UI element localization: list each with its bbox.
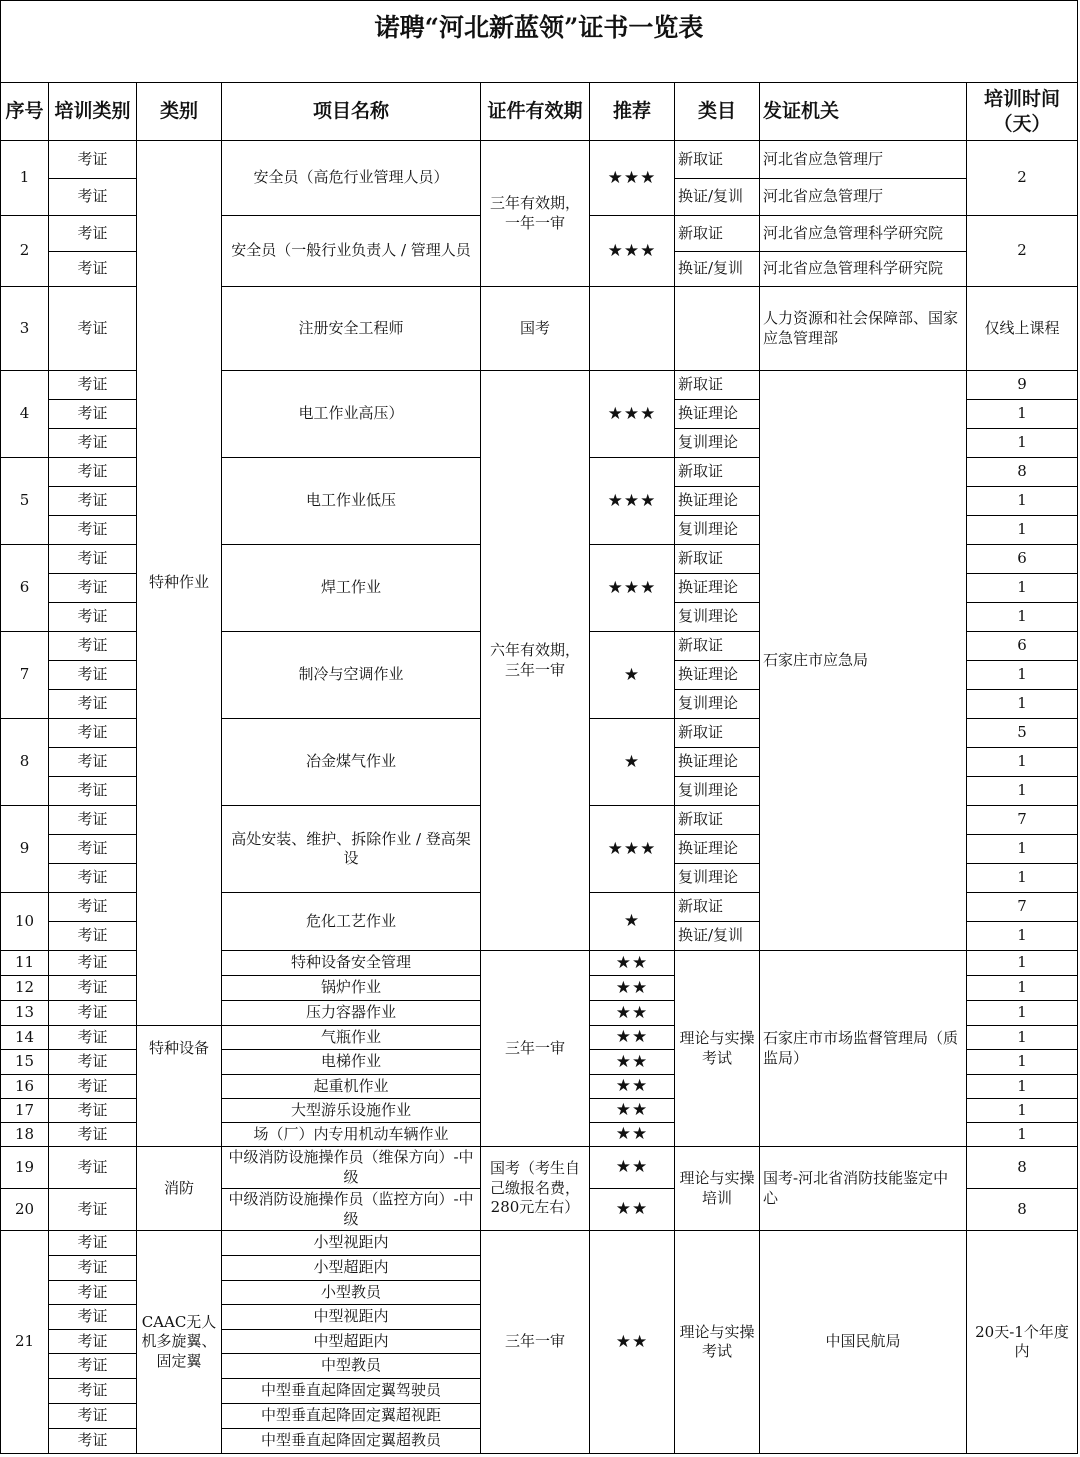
cell-project-name: 冶金煤气作业 xyxy=(222,719,481,806)
recommend-stars: ★★★ xyxy=(590,458,675,545)
cell-item-type: 复训理论 xyxy=(675,516,760,545)
cell-seq: 4 xyxy=(0,371,49,458)
cell-training-type: 考证 xyxy=(49,574,137,603)
cell-item-type: 复训理论 xyxy=(675,777,760,806)
cell-training-days: 20天-1个年度内 xyxy=(967,1231,1078,1454)
cell-training-type: 考证 xyxy=(49,141,137,179)
cell-issuer: 河北省应急管理科学研究院 xyxy=(760,216,967,252)
cell-issuer: 河北省应急管理厅 xyxy=(760,141,967,179)
cell-project-name: 中型教员 xyxy=(222,1354,481,1379)
cell-training-type: 考证 xyxy=(49,1231,137,1256)
cell-training-type: 考证 xyxy=(49,1123,137,1147)
cell-project-name: 电工作业高压） xyxy=(222,371,481,458)
cell-item-type: 新取证 xyxy=(675,141,760,179)
cell-item-type: 复训理论 xyxy=(675,429,760,458)
header-training-type: 培训类别 xyxy=(49,82,137,141)
cell-seq: 19 xyxy=(0,1147,49,1189)
cell-training-type: 考证 xyxy=(49,516,137,545)
cell-category: CAAC无人机多旋翼、固定翼 xyxy=(137,1231,222,1454)
cell-project-name: 中级消防设施操作员（监控方向）-中级 xyxy=(222,1189,481,1231)
cell-training-type: 考证 xyxy=(49,179,137,216)
cell-item-type: 理论与实操考试 xyxy=(675,951,760,1147)
cell-training-type: 考证 xyxy=(49,632,137,661)
cell-validity: 三年一审 xyxy=(481,1231,590,1454)
cell-training-type: 考证 xyxy=(49,1026,137,1050)
cell-item-type: 新取证 xyxy=(675,893,760,922)
cell-item-type: 新取证 xyxy=(675,806,760,835)
cell-project-name: 压力容器作业 xyxy=(222,1001,481,1026)
cell-issuer: 河北省应急管理科学研究院 xyxy=(760,252,967,287)
cell-validity: 三年一审 xyxy=(481,951,590,1147)
header-category: 类别 xyxy=(137,82,222,141)
recommend-stars: ★★★ xyxy=(590,371,675,458)
cell-training-type: 考证 xyxy=(49,429,137,458)
cell-issuer: 国考-河北省消防技能鉴定中心 xyxy=(760,1147,967,1231)
recommend-stars: ★ xyxy=(590,719,675,806)
cell-project-name: 焊工作业 xyxy=(222,545,481,632)
recommend-stars: ★★ xyxy=(590,1189,675,1231)
cell-training-type: 考证 xyxy=(49,806,137,835)
cell-training-days: 9 xyxy=(967,371,1078,400)
cell-training-type: 考证 xyxy=(49,371,137,400)
cell-training-type: 考证 xyxy=(49,690,137,719)
cell-project-name: 中级消防设施操作员（维保方向）-中级 xyxy=(222,1147,481,1189)
recommend-stars: ★★★ xyxy=(590,806,675,893)
recommend-stars: ★★ xyxy=(590,1075,675,1099)
cell-project-name: 电工作业低压 xyxy=(222,458,481,545)
cell-training-days: 1 xyxy=(967,487,1078,516)
cell-item-type: 理论与实操培训 xyxy=(675,1147,760,1231)
cell-training-days: 1 xyxy=(967,835,1078,864)
cell-training-type: 考证 xyxy=(49,1256,137,1281)
recommend-stars: ★★★ xyxy=(590,545,675,632)
cell-training-type: 考证 xyxy=(49,1189,137,1231)
cell-seq: 11 xyxy=(0,951,49,976)
cell-item-type: 新取证 xyxy=(675,458,760,487)
header-item-type: 类目 xyxy=(675,82,760,141)
cell-project-name: 安全员（一般行业负责人 / 管理人员 xyxy=(222,216,481,287)
cell-item-type: 换证理论 xyxy=(675,748,760,777)
cell-training-days: 2 xyxy=(967,141,1078,216)
cell-item-type: 新取证 xyxy=(675,371,760,400)
cell-training-type: 考证 xyxy=(49,864,137,893)
recommend-stars: ★★ xyxy=(590,1001,675,1026)
recommend-stars: ★★ xyxy=(590,1099,675,1123)
cell-item-type: 复训理论 xyxy=(675,603,760,632)
cell-seq: 15 xyxy=(0,1050,49,1075)
recommend-stars: ★ xyxy=(590,632,675,719)
cell-training-days: 1 xyxy=(967,603,1078,632)
header-issuer: 发证机关 xyxy=(760,82,967,141)
cell-seq: 16 xyxy=(0,1075,49,1099)
cell-project-name: 安全员（高危行业管理人员） xyxy=(222,141,481,216)
cell-training-type: 考证 xyxy=(49,661,137,690)
cell-training-days: 1 xyxy=(967,690,1078,719)
cell-project-name: 注册安全工程师 xyxy=(222,287,481,371)
cell-training-type: 考证 xyxy=(49,951,137,976)
cell-validity: 三年有效期，一年一审 xyxy=(481,141,590,287)
header-project-name: 项目名称 xyxy=(222,82,481,141)
recommend-stars: ★★ xyxy=(590,1026,675,1050)
cell-training-type: 考证 xyxy=(49,1305,137,1330)
cell-issuer: 人力资源和社会保障部、国家应急管理部 xyxy=(760,287,967,371)
cell-training-days: 1 xyxy=(967,748,1078,777)
cell-project-name: 起重机作业 xyxy=(222,1075,481,1099)
cell-training-type: 考证 xyxy=(49,252,137,287)
cell-project-name: 小型视距内 xyxy=(222,1231,481,1256)
cell-category: 消防 xyxy=(137,1147,222,1231)
cell-training-type: 考证 xyxy=(49,719,137,748)
cell-item-type: 新取证 xyxy=(675,632,760,661)
cell-training-days: 1 xyxy=(967,864,1078,893)
cell-item-type: 新取证 xyxy=(675,545,760,574)
cell-training-days: 1 xyxy=(967,1026,1078,1050)
cell-project-name: 中型垂直起降固定翼超教员 xyxy=(222,1429,481,1454)
recommend-stars: ★★ xyxy=(590,976,675,1001)
cell-training-days: 8 xyxy=(967,458,1078,487)
cell-item-type: 换证理论 xyxy=(675,400,760,429)
cell-item-type: 新取证 xyxy=(675,719,760,748)
cell-training-type: 考证 xyxy=(49,748,137,777)
cell-training-type: 考证 xyxy=(49,487,137,516)
cell-training-type: 考证 xyxy=(49,777,137,806)
cell-issuer: 中国民航局 xyxy=(760,1231,967,1454)
cell-project-name: 高处安装、维护、拆除作业 / 登高架设 xyxy=(222,806,481,893)
cell-item-type: 新取证 xyxy=(675,216,760,252)
cell-item-type: 换证理论 xyxy=(675,487,760,516)
cell-training-days: 1 xyxy=(967,1075,1078,1099)
cell-seq: 20 xyxy=(0,1189,49,1231)
cell-training-type: 考证 xyxy=(49,1429,137,1454)
cell-training-type: 考证 xyxy=(49,1147,137,1189)
cell-project-name: 大型游乐设施作业 xyxy=(222,1099,481,1123)
cell-project-name: 危化工艺作业 xyxy=(222,893,481,951)
cell-training-days: 1 xyxy=(967,516,1078,545)
cell-project-name: 中型垂直起降固定翼驾驶员 xyxy=(222,1379,481,1404)
cell-training-type: 考证 xyxy=(49,1379,137,1404)
cell-seq: 14 xyxy=(0,1026,49,1050)
cell-project-name: 电梯作业 xyxy=(222,1050,481,1075)
cell-validity: 国考 xyxy=(481,287,590,371)
cell-item-type: 换证理论 xyxy=(675,574,760,603)
cell-project-name: 中型垂直起降固定翼超视距 xyxy=(222,1404,481,1429)
cell-training-days: 1 xyxy=(967,1123,1078,1147)
cell-project-name: 气瓶作业 xyxy=(222,1026,481,1050)
cell-issuer: 石家庄市应急局 xyxy=(760,371,967,951)
cell-training-days: 仅线上课程 xyxy=(967,287,1078,371)
cell-seq: 7 xyxy=(0,632,49,719)
cell-training-days: 2 xyxy=(967,216,1078,287)
cell-training-days: 6 xyxy=(967,545,1078,574)
cell-training-days: 7 xyxy=(967,893,1078,922)
cell-training-days: 5 xyxy=(967,719,1078,748)
cell-training-type: 考证 xyxy=(49,1281,137,1305)
cell-item-type: 换证理论 xyxy=(675,661,760,690)
cell-training-days: 7 xyxy=(967,806,1078,835)
cell-training-type: 考证 xyxy=(49,458,137,487)
cell-training-type: 考证 xyxy=(49,216,137,252)
cell-training-days: 1 xyxy=(967,922,1078,951)
cell-project-name: 小型超距内 xyxy=(222,1256,481,1281)
cell-training-days: 1 xyxy=(967,1050,1078,1075)
cell-training-days: 1 xyxy=(967,429,1078,458)
header-training-days: 培训时间（天） xyxy=(967,82,1078,141)
cell-seq: 5 xyxy=(0,458,49,545)
recommend-stars: ★★ xyxy=(590,1231,675,1454)
recommend-stars: ★★ xyxy=(590,1123,675,1147)
cell-training-type: 考证 xyxy=(49,1050,137,1075)
cell-category: 特种作业 xyxy=(137,141,222,1026)
cell-seq: 10 xyxy=(0,893,49,951)
cell-validity: 六年有效期，三年一审 xyxy=(481,371,590,951)
recommend-stars: ★★★ xyxy=(590,216,675,287)
cell-training-type: 考证 xyxy=(49,1404,137,1429)
cell-training-days: 1 xyxy=(967,1099,1078,1123)
cell-training-days: 1 xyxy=(967,661,1078,690)
cell-seq: 8 xyxy=(0,719,49,806)
cell-item-type: 理论与实操考试 xyxy=(675,1231,760,1454)
cell-training-days: 1 xyxy=(967,574,1078,603)
cell-item-type: 换证/复训 xyxy=(675,252,760,287)
cell-project-name: 中型视距内 xyxy=(222,1305,481,1330)
cell-validity: 国考（考生自己缴报名费，280元左右） xyxy=(481,1147,590,1231)
cell-item-type: 复训理论 xyxy=(675,864,760,893)
cell-project-name: 制冷与空调作业 xyxy=(222,632,481,719)
cell-item-type xyxy=(675,287,760,371)
cell-training-days: 8 xyxy=(967,1147,1078,1189)
cell-item-type: 换证/复训 xyxy=(675,922,760,951)
cell-training-type: 考证 xyxy=(49,1330,137,1354)
cell-training-type: 考证 xyxy=(49,400,137,429)
cell-training-days: 1 xyxy=(967,1001,1078,1026)
cell-issuer: 河北省应急管理厅 xyxy=(760,179,967,216)
cell-seq: 3 xyxy=(0,287,49,371)
cell-project-name: 中型超距内 xyxy=(222,1330,481,1354)
recommend-stars: ★★ xyxy=(590,951,675,976)
cell-seq: 13 xyxy=(0,1001,49,1026)
cell-training-days: 1 xyxy=(967,777,1078,806)
cell-seq: 9 xyxy=(0,806,49,893)
cell-training-type: 考证 xyxy=(49,545,137,574)
cell-training-type: 考证 xyxy=(49,893,137,922)
cell-recommend xyxy=(590,287,675,371)
cell-project-name: 场（厂）内专用机动车辆作业 xyxy=(222,1123,481,1147)
cell-seq: 18 xyxy=(0,1123,49,1147)
cell-item-type: 换证/复训 xyxy=(675,179,760,216)
cell-project-name: 锅炉作业 xyxy=(222,976,481,1001)
cell-training-type: 考证 xyxy=(49,1099,137,1123)
recommend-stars: ★★ xyxy=(590,1147,675,1189)
cell-training-type: 考证 xyxy=(49,922,137,951)
cell-category: 特种设备 xyxy=(137,951,222,1147)
cell-seq: 6 xyxy=(0,545,49,632)
cell-seq: 1 xyxy=(0,141,49,216)
page-title: 诺聘“河北新蓝领”证书一览表 xyxy=(0,0,1078,82)
cell-project-name: 小型教员 xyxy=(222,1281,481,1305)
cell-training-days: 8 xyxy=(967,1189,1078,1231)
cell-seq: 21 xyxy=(0,1231,49,1454)
cell-project-name: 特种设备安全管理 xyxy=(222,951,481,976)
recommend-stars: ★ xyxy=(590,893,675,951)
cell-training-days: 1 xyxy=(967,400,1078,429)
cell-training-days: 1 xyxy=(967,951,1078,976)
header-seq: 序号 xyxy=(0,82,49,141)
recommend-stars: ★★★ xyxy=(590,141,675,216)
cell-training-type: 考证 xyxy=(49,1075,137,1099)
cell-training-type: 考证 xyxy=(49,835,137,864)
cell-issuer: 石家庄市市场监督管理局（质监局） xyxy=(760,951,967,1147)
cell-seq: 17 xyxy=(0,1099,49,1123)
cell-training-days: 1 xyxy=(967,976,1078,1001)
cell-training-days: 6 xyxy=(967,632,1078,661)
cell-training-type: 考证 xyxy=(49,1354,137,1379)
cell-item-type: 换证理论 xyxy=(675,835,760,864)
cell-seq: 12 xyxy=(0,976,49,1001)
cell-training-type: 考证 xyxy=(49,976,137,1001)
recommend-stars: ★★ xyxy=(590,1050,675,1075)
header-validity: 证件有效期 xyxy=(481,82,590,141)
cell-training-type: 考证 xyxy=(49,603,137,632)
header-recommend: 推荐 xyxy=(590,82,675,141)
cell-item-type: 复训理论 xyxy=(675,690,760,719)
cell-seq: 2 xyxy=(0,216,49,287)
cell-training-type: 考证 xyxy=(49,287,137,371)
cell-training-type: 考证 xyxy=(49,1001,137,1026)
